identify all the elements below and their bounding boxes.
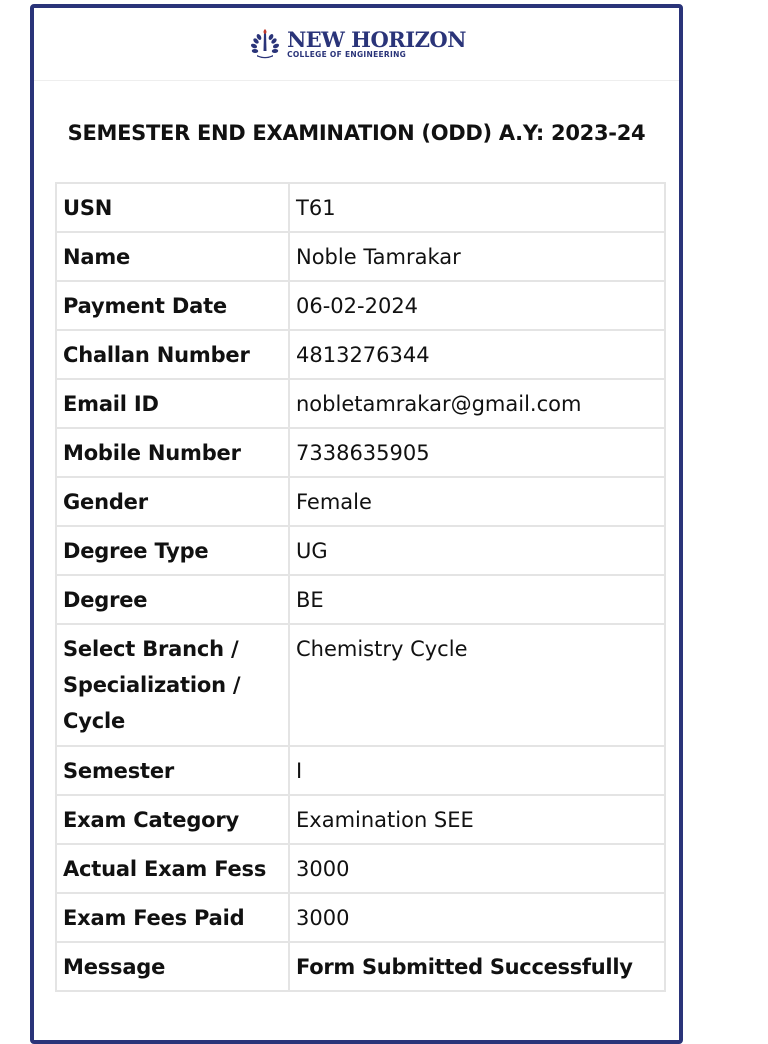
row-label: Message	[56, 942, 289, 991]
row-label: Select Branch / Specialization / Cycle	[56, 624, 289, 746]
table-row-exam-category	[56, 795, 665, 844]
table-row-semester	[56, 746, 665, 795]
row-value: I	[289, 746, 665, 795]
row-value: nobletamrakar@gmail.com	[289, 379, 665, 428]
table-row-degree	[56, 575, 665, 624]
row-label: Degree	[56, 575, 289, 624]
row-value: BE	[289, 575, 665, 624]
row-label: Gender	[56, 477, 289, 526]
table-row-payment-date	[56, 281, 665, 330]
row-value: Chemistry Cycle	[289, 624, 665, 746]
college-logo	[247, 29, 466, 59]
success-message: Form Submitted Successfully	[289, 942, 665, 991]
table-row-mobile	[56, 428, 665, 477]
table-row-gender	[56, 477, 665, 526]
table-row-challan-number	[56, 330, 665, 379]
table-row-fees-paid	[56, 893, 665, 942]
receipt-card	[30, 4, 683, 1044]
row-value: 3000	[289, 844, 665, 893]
row-value: Noble Tamrakar	[289, 232, 665, 281]
table-row-usn	[56, 183, 665, 232]
page-title: SEMESTER END EXAMINATION (ODD) A.Y: 2023-24	[67, 121, 646, 145]
row-value: 06-02-2024	[289, 281, 665, 330]
row-value: Examination SEE	[289, 795, 665, 844]
row-value: 7338635905	[289, 428, 665, 477]
row-label: Semester	[56, 746, 289, 795]
row-label: Exam Fees Paid	[56, 893, 289, 942]
row-label: Exam Category	[56, 795, 289, 844]
table-row-degree-type	[56, 526, 665, 575]
table-row-branch	[56, 624, 665, 746]
row-label: Challan Number	[56, 330, 289, 379]
row-value: 4813276344	[289, 330, 665, 379]
row-label: Mobile Number	[56, 428, 289, 477]
table-row-message	[56, 942, 665, 991]
exam-details-table	[55, 182, 666, 992]
row-value: 3000	[289, 893, 665, 942]
row-label: USN	[56, 183, 289, 232]
row-label: Degree Type	[56, 526, 289, 575]
header-logo-bar	[34, 8, 679, 81]
laurel-torch-icon	[247, 29, 283, 59]
row-label: Payment Date	[56, 281, 289, 330]
table-row-name	[56, 232, 665, 281]
row-label: Actual Exam Fess	[56, 844, 289, 893]
table-row-email	[56, 379, 665, 428]
row-value: Female	[289, 477, 665, 526]
row-label: Name	[56, 232, 289, 281]
brand-subtitle: COLLEGE OF ENGINEERING	[287, 50, 407, 60]
table-row-actual-fees	[56, 844, 665, 893]
brand-name: NEW HORIZON	[287, 27, 466, 53]
row-value: UG	[289, 526, 665, 575]
row-label: Email ID	[56, 379, 289, 428]
row-value: T61	[289, 183, 665, 232]
